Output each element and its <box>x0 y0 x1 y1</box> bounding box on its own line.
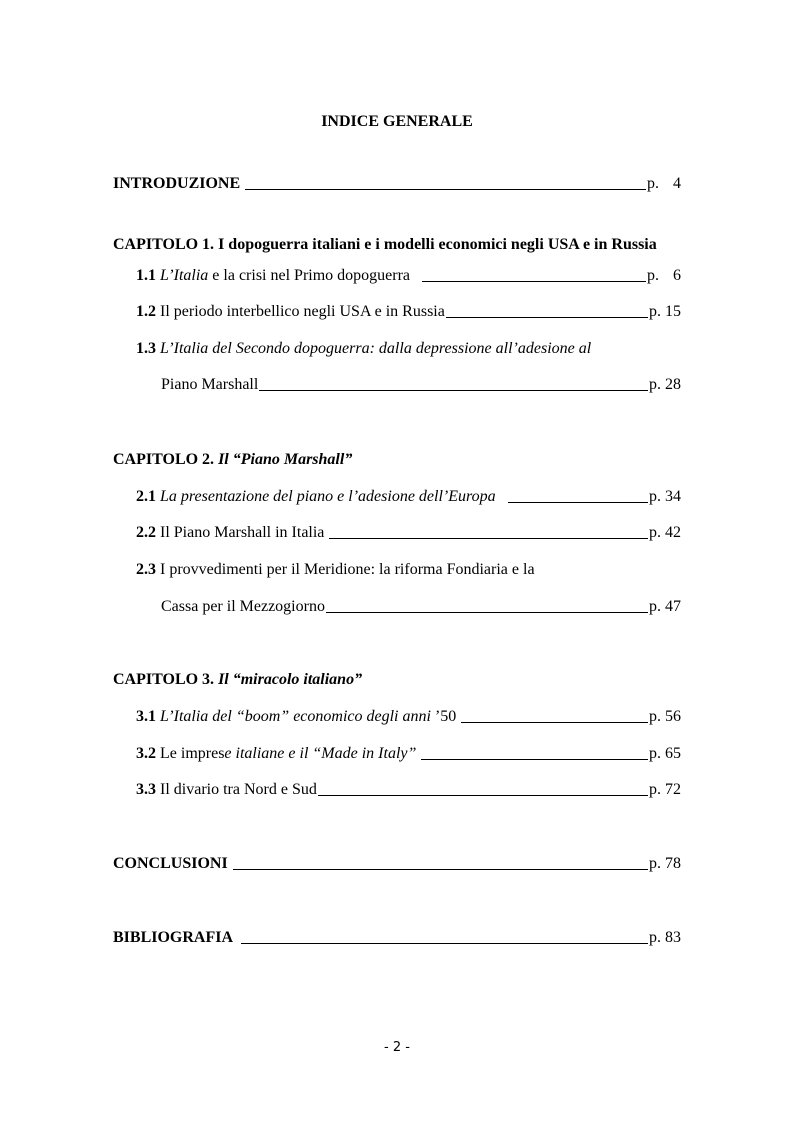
leader-line <box>421 759 648 760</box>
toc-section-2-3-cont <box>161 598 681 616</box>
leader-line <box>245 189 646 190</box>
leader-line <box>326 612 648 613</box>
leader-line <box>259 390 648 391</box>
section-title: e la crisi nel Primo dopoguerra <box>208 267 411 284</box>
toc-label: CONCLUSIONI <box>113 855 228 872</box>
toc-page: p. 83 <box>649 929 681 946</box>
toc-page: p. 4 <box>647 175 681 192</box>
section-num: 2.2 <box>136 524 156 541</box>
section-num: 2.3 <box>136 561 156 578</box>
toc-section-3-2 <box>136 745 681 763</box>
chapter-title: Il “miracolo italiano” <box>214 671 363 688</box>
section-title-continued: Cassa per il Mezzogiorno <box>161 598 325 615</box>
toc-page: p. 56 <box>649 708 681 725</box>
toc-section-2-2 <box>136 524 681 542</box>
toc-chapter-2 <box>113 451 681 469</box>
leader-line <box>233 869 648 870</box>
toc-page: p. 6 <box>647 267 681 284</box>
leader-line <box>329 538 648 539</box>
section-title-continued: Piano Marshall <box>161 376 259 393</box>
section-title: Il Piano Marshall in Italia <box>156 524 325 541</box>
toc-section-3-3 <box>136 781 681 799</box>
leader-line <box>446 317 648 318</box>
page-number: - 2 - <box>384 1040 410 1055</box>
toc-chapter-1 <box>113 236 681 254</box>
chapter-title: Il “Piano Marshall” <box>214 451 353 468</box>
section-num: 1.1 <box>136 267 156 284</box>
section-title: ’50 <box>430 708 457 725</box>
section-num: 3.3 <box>136 781 156 798</box>
toc-entry-conclusioni <box>113 855 681 873</box>
chapter-prefix: CAPITOLO 3. <box>113 671 215 688</box>
toc-section-3-1 <box>136 708 681 726</box>
toc-entry-introduzione <box>113 175 681 193</box>
chapter-prefix: CAPITOLO 1. <box>113 236 215 253</box>
toc-section-2-3 <box>136 561 681 579</box>
section-num: 2.1 <box>136 488 156 505</box>
toc-chapter-3 <box>113 671 681 689</box>
section-num: 3.1 <box>136 708 156 725</box>
toc-page: p. 47 <box>649 598 681 615</box>
toc-page: p. 42 <box>649 524 681 541</box>
chapter-prefix: CAPITOLO 2. <box>113 451 215 468</box>
chapter-title: I dopoguerra italiani e i modelli economici negli USA e in Russia <box>214 236 657 253</box>
section-title-italic: L’Italia <box>160 267 209 284</box>
toc-page: p. 28 <box>649 376 681 393</box>
toc-section-1-3-cont <box>161 376 681 394</box>
section-title-italic: e italiane e il “Made in Italy” <box>224 745 417 762</box>
toc-section-1-2 <box>136 303 681 321</box>
page-title: INDICE GENERALE <box>321 113 473 130</box>
leader-line <box>241 943 648 944</box>
section-title: I provvedimenti per il Meridione: la riforma Fondiaria e la <box>156 561 535 578</box>
toc-section-2-1 <box>136 488 681 506</box>
toc-label: INTRODUZIONE <box>113 175 241 192</box>
section-num: 1.2 <box>136 303 156 320</box>
toc-section-1-1 <box>136 267 681 285</box>
toc-page: p. 78 <box>649 855 681 872</box>
toc-section-1-3 <box>136 340 681 358</box>
leader-line <box>422 281 646 282</box>
toc-entry-bibliografia <box>113 929 681 947</box>
section-num: 3.2 <box>136 745 156 762</box>
toc-label: BIBLIOGRAFIA <box>113 929 234 946</box>
leader-line <box>508 502 648 503</box>
section-title: Il divario tra Nord e Sud <box>156 781 317 798</box>
section-title-italic: La presentazione del piano e l’adesione dell’Europa <box>156 488 496 505</box>
section-title: Le impres <box>156 745 225 762</box>
toc-page: p. 72 <box>649 781 681 798</box>
section-title-italic: L’Italia del Secondo dopoguerra: dalla depressione all’adesione al <box>156 340 592 357</box>
toc-page: p. 65 <box>649 745 681 762</box>
toc-page: p. 34 <box>649 488 681 505</box>
leader-line <box>318 795 648 796</box>
leader-line <box>461 722 648 723</box>
section-num: 1.3 <box>136 340 156 357</box>
section-title-italic: L’Italia del “boom” economico degli anni <box>156 708 431 725</box>
toc-page: p. 15 <box>649 303 681 320</box>
section-title: Il periodo interbellico negli USA e in Russia <box>156 303 445 320</box>
